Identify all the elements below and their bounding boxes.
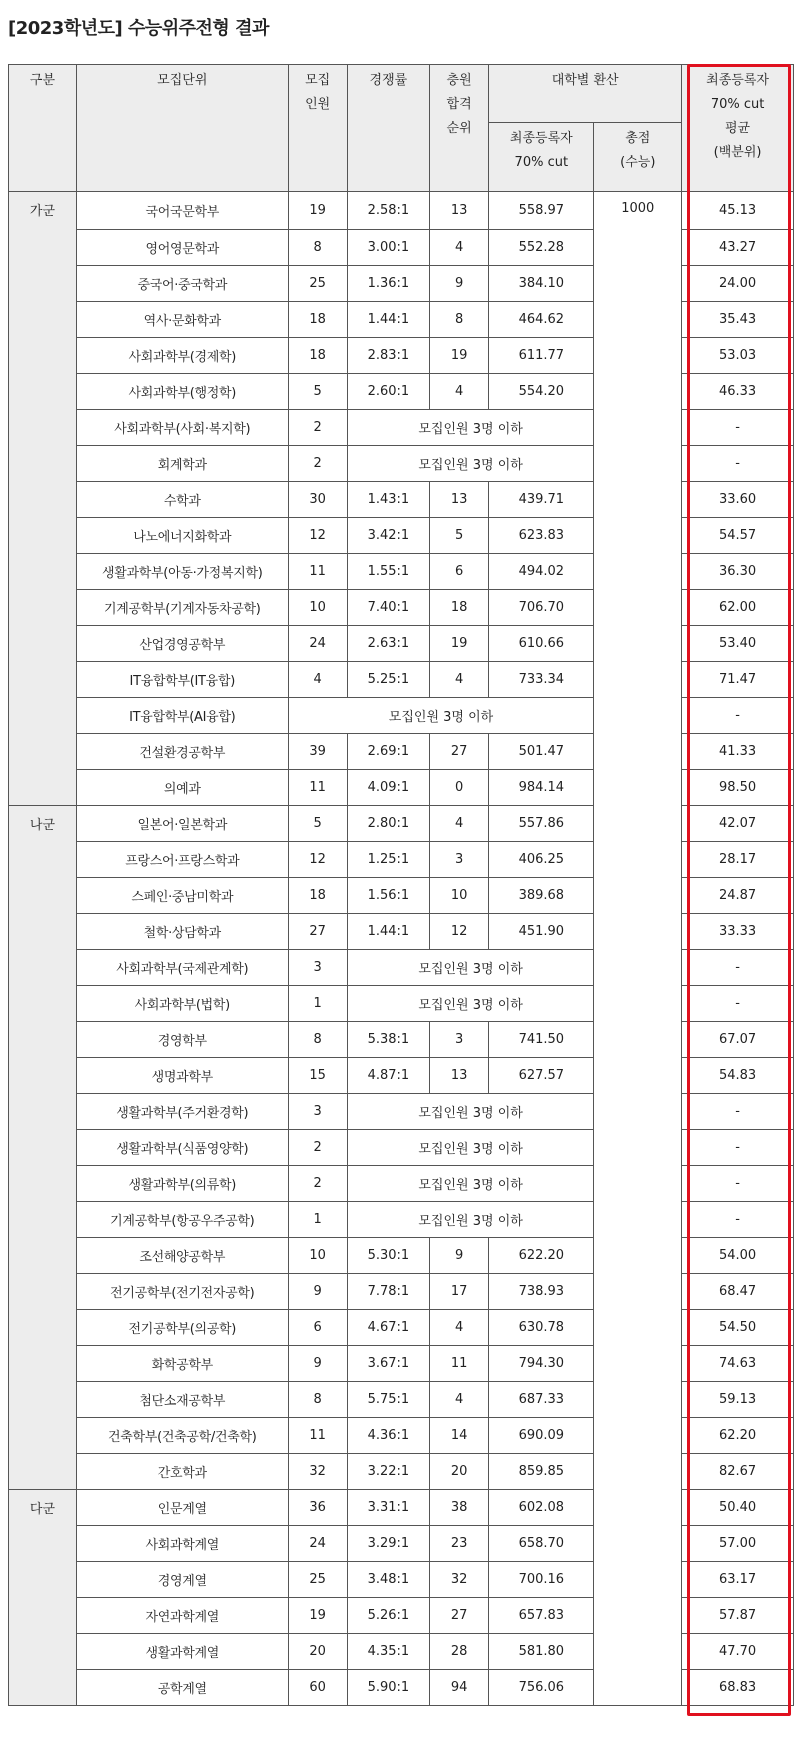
header-conv-final: 최종등록자 70% cut <box>489 123 594 192</box>
final-pct: 53.40 <box>682 626 794 662</box>
final-pct: 50.40 <box>682 1490 794 1526</box>
final-pct: 45.13 <box>682 192 794 230</box>
conv-score: 859.85 <box>489 1454 594 1490</box>
conv-score: 756.06 <box>489 1670 594 1706</box>
recruit-count: 60 <box>288 1670 347 1706</box>
waitlist-rank: 13 <box>429 482 488 518</box>
waitlist-rank: 4 <box>429 662 488 698</box>
unit-name: 사회과학부(경제학) <box>76 338 288 374</box>
final-pct: - <box>682 1166 794 1202</box>
final-pct: - <box>682 1130 794 1166</box>
header-waitlist: 충원 합격 순위 <box>429 65 488 192</box>
recruit-count: 36 <box>288 1490 347 1526</box>
header-univ-conv: 대학별 환산 <box>489 65 682 123</box>
recruit-count: 2 <box>288 446 347 482</box>
recruit-count: 1 <box>288 986 347 1022</box>
unit-name: 생활과학부(주거환경학) <box>76 1094 288 1130</box>
conv-score: 384.10 <box>489 266 594 302</box>
conv-score: 557.86 <box>489 806 594 842</box>
recruit-count: 5 <box>288 374 347 410</box>
final-pct: - <box>682 950 794 986</box>
unit-name: 건설환경공학부 <box>76 734 288 770</box>
conv-score: 658.70 <box>489 1526 594 1562</box>
waitlist-rank: 27 <box>429 1598 488 1634</box>
waitlist-rank: 94 <box>429 1670 488 1706</box>
competition-rate: 5.75:1 <box>347 1382 429 1418</box>
competition-rate: 2.63:1 <box>347 626 429 662</box>
waitlist-rank: 4 <box>429 1310 488 1346</box>
unit-name: 철학·상담학과 <box>76 914 288 950</box>
conv-score: 733.34 <box>489 662 594 698</box>
final-pct: - <box>682 410 794 446</box>
final-pct: 68.83 <box>682 1670 794 1706</box>
final-pct: 41.33 <box>682 734 794 770</box>
group-label: 나군 <box>9 806 77 1490</box>
header-unit: 모집단위 <box>76 65 288 192</box>
unit-name: 자연과학계열 <box>76 1598 288 1634</box>
waitlist-rank: 27 <box>429 734 488 770</box>
unit-name: 전기공학부(전기전자공학) <box>76 1274 288 1310</box>
competition-rate: 7.78:1 <box>347 1274 429 1310</box>
conv-score: 439.71 <box>489 482 594 518</box>
recruit-count: 18 <box>288 338 347 374</box>
recruit-count: 24 <box>288 1526 347 1562</box>
final-pct: 82.67 <box>682 1454 794 1490</box>
conv-score: 690.09 <box>489 1418 594 1454</box>
recruit-count: 32 <box>288 1454 347 1490</box>
unit-name: 생활과학계열 <box>76 1634 288 1670</box>
conv-score: 610.66 <box>489 626 594 662</box>
final-pct: - <box>682 446 794 482</box>
conv-score: 738.93 <box>489 1274 594 1310</box>
conv-score: 554.20 <box>489 374 594 410</box>
recruit-count: 5 <box>288 806 347 842</box>
conv-score: 657.83 <box>489 1598 594 1634</box>
recruit-count: 6 <box>288 1310 347 1346</box>
competition-rate: 5.25:1 <box>347 662 429 698</box>
group-label: 다군 <box>9 1490 77 1706</box>
recruit-count: 25 <box>288 1562 347 1598</box>
unit-name: 사회과학부(행정학) <box>76 374 288 410</box>
note-cell: 모집인원 3명 이하 <box>347 1166 594 1202</box>
competition-rate: 4.67:1 <box>347 1310 429 1346</box>
recruit-count: 10 <box>288 590 347 626</box>
conv-score: 552.28 <box>489 230 594 266</box>
conv-score: 581.80 <box>489 1634 594 1670</box>
waitlist-rank: 0 <box>429 770 488 806</box>
final-pct: 42.07 <box>682 806 794 842</box>
final-pct: 54.50 <box>682 1310 794 1346</box>
competition-rate: 2.80:1 <box>347 806 429 842</box>
unit-name: 생명과학부 <box>76 1058 288 1094</box>
competition-rate: 7.40:1 <box>347 590 429 626</box>
final-pct: 54.83 <box>682 1058 794 1094</box>
recruit-count: 2 <box>288 1130 347 1166</box>
waitlist-rank: 5 <box>429 518 488 554</box>
competition-rate: 2.69:1 <box>347 734 429 770</box>
conv-score: 741.50 <box>489 1022 594 1058</box>
unit-name: 의예과 <box>76 770 288 806</box>
final-pct: - <box>682 1094 794 1130</box>
recruit-count: 12 <box>288 518 347 554</box>
recruit-count: 18 <box>288 878 347 914</box>
results-body <box>9 192 794 1706</box>
conv-score: 630.78 <box>489 1310 594 1346</box>
unit-name: 인문계열 <box>76 1490 288 1526</box>
conv-score: 451.90 <box>489 914 594 950</box>
conv-score: 389.68 <box>489 878 594 914</box>
waitlist-rank: 23 <box>429 1526 488 1562</box>
conv-score: 501.47 <box>489 734 594 770</box>
waitlist-rank: 28 <box>429 1634 488 1670</box>
competition-rate: 3.22:1 <box>347 1454 429 1490</box>
competition-rate: 3.00:1 <box>347 230 429 266</box>
recruit-count: 18 <box>288 302 347 338</box>
waitlist-rank: 3 <box>429 842 488 878</box>
unit-name: 일본어·일본학과 <box>76 806 288 842</box>
unit-name: 화학공학부 <box>76 1346 288 1382</box>
competition-rate: 5.30:1 <box>347 1238 429 1274</box>
competition-rate: 4.87:1 <box>347 1058 429 1094</box>
recruit-count: 15 <box>288 1058 347 1094</box>
recruit-count: 25 <box>288 266 347 302</box>
waitlist-rank: 38 <box>429 1490 488 1526</box>
final-pct: 53.03 <box>682 338 794 374</box>
header-final-pct: 최종등록자 70% cut 평균 (백분위) <box>682 65 794 192</box>
note-cell: 모집인원 3명 이하 <box>347 1202 594 1238</box>
final-pct: 67.07 <box>682 1022 794 1058</box>
unit-name: IT융합학부(IT융합) <box>76 662 288 698</box>
competition-rate: 1.43:1 <box>347 482 429 518</box>
conv-score: 622.20 <box>489 1238 594 1274</box>
final-pct: 33.60 <box>682 482 794 518</box>
group-label: 가군 <box>9 192 77 806</box>
unit-name: 건축학부(건축공학/건축학) <box>76 1418 288 1454</box>
waitlist-rank: 20 <box>429 1454 488 1490</box>
recruit-count: 3 <box>288 950 347 986</box>
unit-name: IT융합학부(AI융합) <box>76 698 288 734</box>
recruit-count: 39 <box>288 734 347 770</box>
recruit-count: 1 <box>288 1202 347 1238</box>
header-competition: 경쟁률 <box>347 65 429 192</box>
final-pct: 62.00 <box>682 590 794 626</box>
final-pct: 35.43 <box>682 302 794 338</box>
final-pct: 46.33 <box>682 374 794 410</box>
waitlist-rank: 13 <box>429 1058 488 1094</box>
unit-name: 중국어·중국학과 <box>76 266 288 302</box>
competition-rate: 3.42:1 <box>347 518 429 554</box>
note-cell: 모집인원 3명 이하 <box>347 446 594 482</box>
recruit-count: 27 <box>288 914 347 950</box>
header-gubun: 구분 <box>9 65 77 192</box>
final-pct: 54.00 <box>682 1238 794 1274</box>
conv-score: 794.30 <box>489 1346 594 1382</box>
waitlist-rank: 3 <box>429 1022 488 1058</box>
competition-rate: 5.90:1 <box>347 1670 429 1706</box>
unit-name: 경영계열 <box>76 1562 288 1598</box>
final-pct: 28.17 <box>682 842 794 878</box>
recruit-count: 10 <box>288 1238 347 1274</box>
unit-name: 기계공학부(항공우주공학) <box>76 1202 288 1238</box>
conv-score: 406.25 <box>489 842 594 878</box>
final-pct: - <box>682 698 794 734</box>
competition-rate: 1.44:1 <box>347 302 429 338</box>
final-pct: 24.87 <box>682 878 794 914</box>
recruit-count: 12 <box>288 842 347 878</box>
conv-score: 623.83 <box>489 518 594 554</box>
competition-rate: 2.58:1 <box>347 192 429 230</box>
final-pct: - <box>682 1202 794 1238</box>
recruit-count: 19 <box>288 1598 347 1634</box>
note-cell: 모집인원 3명 이하 <box>347 1130 594 1166</box>
unit-name: 생활과학부(아동·가정복지학) <box>76 554 288 590</box>
unit-name: 경영학부 <box>76 1022 288 1058</box>
unit-name: 역사·문화학과 <box>76 302 288 338</box>
unit-name: 첨단소재공학부 <box>76 1382 288 1418</box>
recruit-count: 8 <box>288 1022 347 1058</box>
final-pct: 62.20 <box>682 1418 794 1454</box>
competition-rate: 4.09:1 <box>347 770 429 806</box>
unit-name: 생활과학부(의류학) <box>76 1166 288 1202</box>
note-cell: 모집인원 3명 이하 <box>347 1094 594 1130</box>
recruit-count: 8 <box>288 1382 347 1418</box>
final-pct: 63.17 <box>682 1562 794 1598</box>
final-pct: 54.57 <box>682 518 794 554</box>
page-title: [2023학년도] 수능위주전형 결과 <box>8 18 269 39</box>
final-pct: 98.50 <box>682 770 794 806</box>
competition-rate: 2.83:1 <box>347 338 429 374</box>
waitlist-rank: 13 <box>429 192 488 230</box>
unit-name: 수학과 <box>76 482 288 518</box>
final-pct: 36.30 <box>682 554 794 590</box>
waitlist-rank: 9 <box>429 1238 488 1274</box>
unit-name: 전기공학부(의공학) <box>76 1310 288 1346</box>
waitlist-rank: 4 <box>429 1382 488 1418</box>
conv-score: 700.16 <box>489 1562 594 1598</box>
recruit-count: 8 <box>288 230 347 266</box>
conv-score: 687.33 <box>489 1382 594 1418</box>
competition-rate: 4.36:1 <box>347 1418 429 1454</box>
final-pct: 43.27 <box>682 230 794 266</box>
waitlist-rank: 8 <box>429 302 488 338</box>
waitlist-rank: 10 <box>429 878 488 914</box>
unit-name: 산업경영공학부 <box>76 626 288 662</box>
conv-score: 627.57 <box>489 1058 594 1094</box>
unit-name: 스페인·중남미학과 <box>76 878 288 914</box>
competition-rate: 2.60:1 <box>347 374 429 410</box>
competition-rate: 4.35:1 <box>347 1634 429 1670</box>
waitlist-rank: 9 <box>429 266 488 302</box>
unit-name: 회계학과 <box>76 446 288 482</box>
competition-rate: 3.29:1 <box>347 1526 429 1562</box>
final-pct: 47.70 <box>682 1634 794 1670</box>
waitlist-rank: 4 <box>429 806 488 842</box>
recruit-count: 19 <box>288 192 347 230</box>
total-score: 1000 <box>594 192 682 1706</box>
unit-name: 사회과학부(국제관계학) <box>76 950 288 986</box>
recruit-count: 9 <box>288 1274 347 1310</box>
final-pct: 57.87 <box>682 1598 794 1634</box>
final-pct: 71.47 <box>682 662 794 698</box>
conv-score: 611.77 <box>489 338 594 374</box>
results-table <box>8 64 794 1706</box>
final-pct: 68.47 <box>682 1274 794 1310</box>
note-cell: 모집인원 3명 이하 <box>347 986 594 1022</box>
waitlist-rank: 14 <box>429 1418 488 1454</box>
conv-score: 984.14 <box>489 770 594 806</box>
recruit-count: 11 <box>288 770 347 806</box>
unit-name: 기계공학부(기계자동차공학) <box>76 590 288 626</box>
recruit-count: 11 <box>288 554 347 590</box>
conv-score: 464.62 <box>489 302 594 338</box>
unit-name: 국어국문학부 <box>76 192 288 230</box>
final-pct: 74.63 <box>682 1346 794 1382</box>
competition-rate: 1.36:1 <box>347 266 429 302</box>
final-pct: 57.00 <box>682 1526 794 1562</box>
final-pct: 59.13 <box>682 1382 794 1418</box>
competition-rate: 3.67:1 <box>347 1346 429 1382</box>
table-row <box>9 192 794 230</box>
recruit-count: 2 <box>288 410 347 446</box>
unit-name: 프랑스어·프랑스학과 <box>76 842 288 878</box>
final-pct: 33.33 <box>682 914 794 950</box>
competition-rate: 1.25:1 <box>347 842 429 878</box>
competition-rate: 1.44:1 <box>347 914 429 950</box>
unit-name: 공학계열 <box>76 1670 288 1706</box>
recruit-count: 2 <box>288 1166 347 1202</box>
conv-score: 494.02 <box>489 554 594 590</box>
waitlist-rank: 4 <box>429 230 488 266</box>
final-pct: 24.00 <box>682 266 794 302</box>
unit-name: 사회과학부(법학) <box>76 986 288 1022</box>
waitlist-rank: 6 <box>429 554 488 590</box>
waitlist-rank: 17 <box>429 1274 488 1310</box>
competition-rate: 3.31:1 <box>347 1490 429 1526</box>
waitlist-rank: 4 <box>429 374 488 410</box>
unit-name: 사회과학계열 <box>76 1526 288 1562</box>
recruit-count: 4 <box>288 662 347 698</box>
unit-name: 간호학과 <box>76 1454 288 1490</box>
header-recruit: 모집 인원 <box>288 65 347 192</box>
competition-rate: 1.55:1 <box>347 554 429 590</box>
conv-score: 602.08 <box>489 1490 594 1526</box>
recruit-count: 30 <box>288 482 347 518</box>
competition-rate: 5.38:1 <box>347 1022 429 1058</box>
conv-score: 706.70 <box>489 590 594 626</box>
note-cell: 모집인원 3명 이하 <box>288 698 594 734</box>
unit-name: 조선해양공학부 <box>76 1238 288 1274</box>
waitlist-rank: 18 <box>429 590 488 626</box>
waitlist-rank: 19 <box>429 338 488 374</box>
waitlist-rank: 12 <box>429 914 488 950</box>
unit-name: 영어영문학과 <box>76 230 288 266</box>
note-cell: 모집인원 3명 이하 <box>347 950 594 986</box>
competition-rate: 5.26:1 <box>347 1598 429 1634</box>
recruit-count: 9 <box>288 1346 347 1382</box>
final-pct: - <box>682 986 794 1022</box>
unit-name: 사회과학부(사회·복지학) <box>76 410 288 446</box>
unit-name: 생활과학부(식품영양학) <box>76 1130 288 1166</box>
recruit-count: 20 <box>288 1634 347 1670</box>
recruit-count: 24 <box>288 626 347 662</box>
waitlist-rank: 11 <box>429 1346 488 1382</box>
unit-name: 나노에너지화학과 <box>76 518 288 554</box>
recruit-count: 3 <box>288 1094 347 1130</box>
competition-rate: 1.56:1 <box>347 878 429 914</box>
recruit-count: 11 <box>288 1418 347 1454</box>
conv-score: 558.97 <box>489 192 594 230</box>
note-cell: 모집인원 3명 이하 <box>347 410 594 446</box>
competition-rate: 3.48:1 <box>347 1562 429 1598</box>
waitlist-rank: 32 <box>429 1562 488 1598</box>
header-conv-total: 총점 (수능) <box>594 123 682 192</box>
waitlist-rank: 19 <box>429 626 488 662</box>
